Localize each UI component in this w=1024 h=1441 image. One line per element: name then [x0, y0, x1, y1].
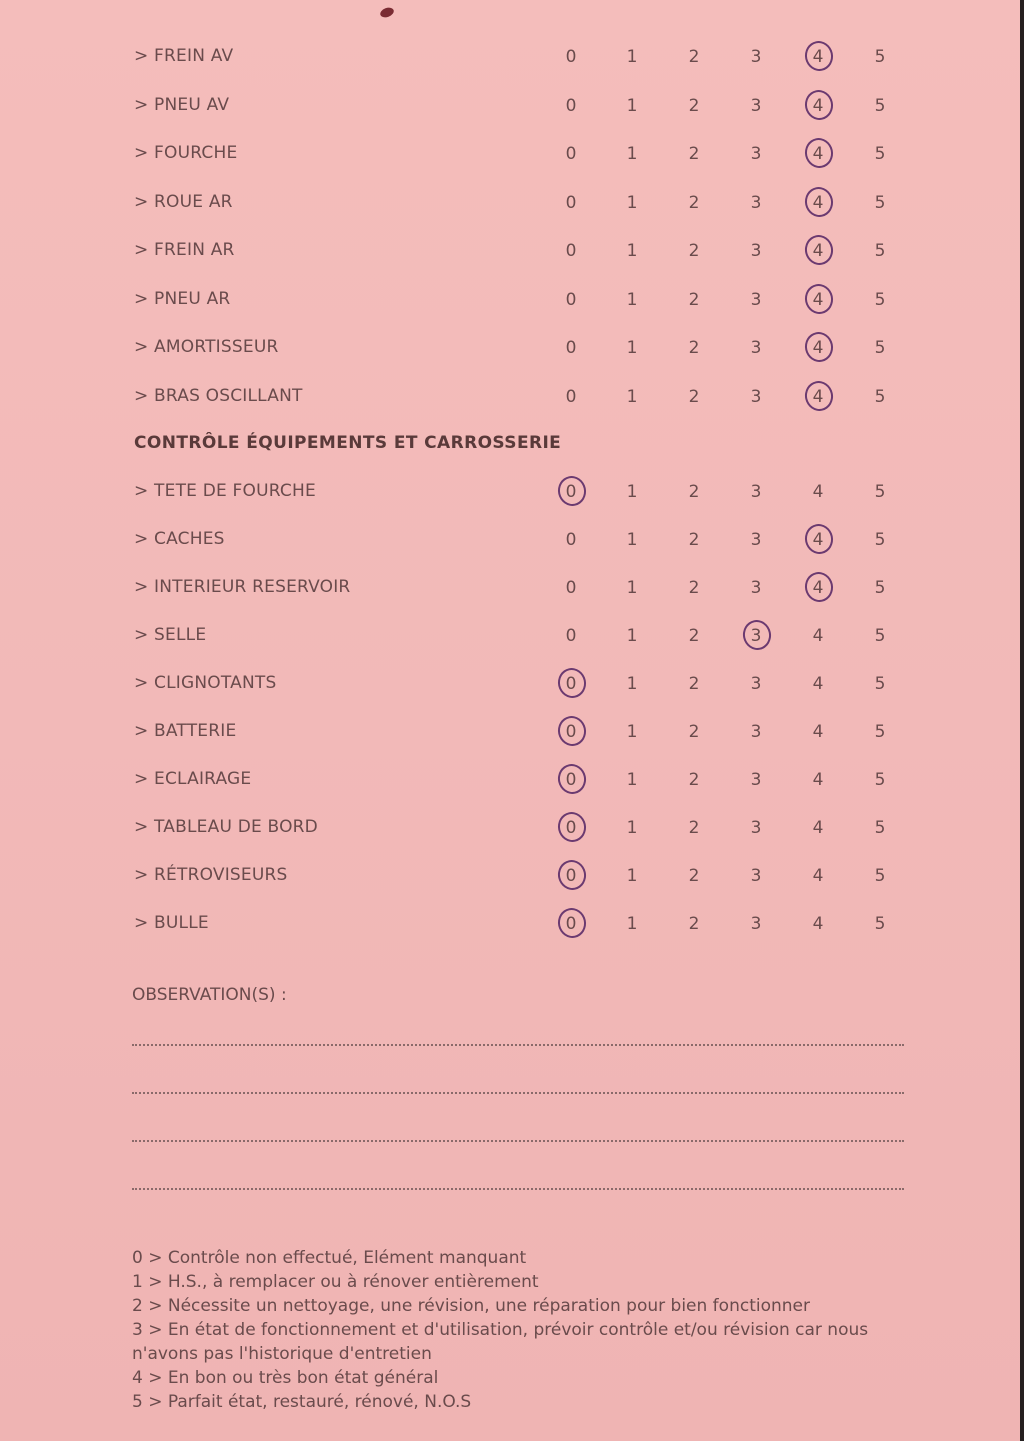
inspection-item-label: > PNEU AV [134, 94, 230, 115]
rating-option-2[interactable]: 2 [688, 722, 700, 742]
rating-option-0[interactable]: 0 [556, 482, 586, 502]
inspection-row [0, 90, 1020, 120]
inspection-item-label: > CACHES [134, 529, 225, 549]
rating-option-3[interactable]: 3 [750, 482, 762, 502]
rating-option-2[interactable]: 2 [688, 626, 700, 646]
rating-option-2[interactable]: 2 [688, 530, 700, 550]
rating-option-2[interactable]: 2 [688, 770, 700, 790]
inspection-row [0, 187, 1020, 217]
inspection-row [0, 332, 1020, 362]
rating-option-3[interactable]: 3 [750, 47, 762, 67]
rating-option-1[interactable]: 1 [626, 866, 638, 886]
rating-option-4[interactable]: 4 [812, 818, 824, 838]
inspection-item-label: > FREIN AV [134, 46, 234, 66]
rating-option-4[interactable]: 4 [812, 674, 824, 694]
rating-option-3[interactable]: 3 [750, 770, 762, 790]
rating-option-1[interactable]: 1 [626, 95, 638, 116]
inspection-row [0, 284, 1020, 314]
rating-option-4[interactable]: 4 [803, 338, 833, 358]
inspection-row [0, 620, 1020, 650]
inspection-item-label: > BULLE [134, 913, 209, 933]
inspection-item-label: > FREIN AR [134, 240, 235, 260]
inspection-row [0, 138, 1020, 168]
inspection-row [0, 381, 1020, 411]
inspection-item-label: > SELLE [134, 625, 207, 645]
rating-option-4[interactable]: 4 [803, 387, 833, 407]
rating-option-3[interactable]: 3 [750, 192, 762, 213]
rating-option-1[interactable]: 1 [626, 144, 638, 164]
inspection-item-label: > RÉTROVISEURS [134, 865, 288, 885]
rating-option-0[interactable]: 0 [565, 386, 577, 407]
rating-option-4[interactable]: 4 [812, 914, 824, 934]
inspection-row [0, 668, 1020, 698]
inspection-item-label: > TETE DE FOURCHE [134, 481, 316, 501]
rating-option-5[interactable]: 5 [874, 866, 886, 886]
rating-option-4[interactable]: 4 [812, 626, 824, 646]
inspection-item-label: > TABLEAU DE BORD [134, 817, 318, 837]
inspection-row [0, 860, 1020, 890]
observations-label: OBSERVATION(S) : [132, 985, 287, 1005]
rating-option-3[interactable]: 3 [741, 626, 771, 646]
rating-option-2[interactable]: 2 [688, 289, 700, 310]
rating-option-3[interactable]: 3 [750, 144, 762, 164]
inspection-row [0, 476, 1020, 506]
rating-option-0[interactable]: 0 [565, 47, 577, 67]
rating-option-1[interactable]: 1 [626, 289, 638, 310]
rating-option-0[interactable]: 0 [565, 578, 577, 598]
rating-option-4[interactable]: 4 [803, 144, 833, 164]
rating-option-1[interactable]: 1 [626, 770, 638, 790]
rating-legend [132, 1246, 902, 1414]
inspection-row [0, 716, 1020, 746]
rating-option-1[interactable]: 1 [626, 386, 638, 407]
rating-option-4[interactable]: 4 [803, 47, 833, 67]
rating-option-5[interactable]: 5 [874, 192, 886, 213]
rating-option-0[interactable]: 0 [556, 866, 586, 886]
rating-option-5[interactable]: 5 [874, 530, 886, 550]
rating-option-3[interactable]: 3 [750, 95, 762, 116]
inspection-item-label: > BATTERIE [134, 721, 237, 741]
punch-hole-mark [379, 6, 395, 19]
rating-option-2[interactable]: 2 [688, 338, 700, 358]
rating-option-0[interactable]: 0 [565, 530, 577, 550]
section-title: CONTRÔLE ÉQUIPEMENTS ET CARROSSERIE [134, 433, 562, 453]
rating-option-5[interactable]: 5 [874, 289, 886, 310]
rating-option-0[interactable]: 0 [556, 674, 586, 694]
rating-option-2[interactable]: 2 [688, 241, 700, 261]
inspection-item-label: > AMORTISSEUR [134, 337, 279, 357]
rating-option-1[interactable]: 1 [626, 530, 638, 550]
rating-option-4[interactable]: 4 [812, 770, 824, 790]
rating-option-1[interactable]: 1 [626, 241, 638, 261]
rating-option-3[interactable]: 3 [750, 578, 762, 598]
rating-option-1[interactable]: 1 [626, 626, 638, 646]
rating-option-1[interactable]: 1 [626, 914, 638, 934]
rating-option-0[interactable]: 0 [565, 289, 577, 310]
rating-option-0[interactable]: 0 [565, 144, 577, 164]
rating-option-0[interactable]: 0 [565, 192, 577, 213]
rating-option-4[interactable]: 4 [803, 530, 833, 550]
inspection-row [0, 812, 1020, 842]
inspection-item-label: > CLIGNOTANTS [134, 673, 277, 693]
rating-option-5[interactable]: 5 [874, 914, 886, 934]
rating-option-0[interactable]: 0 [556, 818, 586, 838]
rating-option-5[interactable]: 5 [874, 338, 886, 358]
rating-option-4[interactable]: 4 [803, 290, 833, 310]
inspection-row [0, 908, 1020, 938]
rating-option-5[interactable]: 5 [874, 482, 886, 502]
rating-option-2[interactable]: 2 [688, 818, 700, 838]
rating-option-0[interactable]: 0 [565, 95, 577, 116]
rating-option-0[interactable]: 0 [556, 914, 586, 934]
rating-option-5[interactable]: 5 [874, 674, 886, 694]
rating-option-2[interactable]: 2 [688, 482, 700, 502]
rating-option-1[interactable]: 1 [626, 192, 638, 213]
rating-option-0[interactable]: 0 [556, 770, 586, 790]
rating-option-4[interactable]: 4 [803, 578, 833, 598]
rating-option-5[interactable]: 5 [874, 578, 886, 598]
legend-item-4: 4 > En bon ou très bon état général [132, 1368, 439, 1388]
inspection-row [0, 235, 1020, 265]
rating-option-2[interactable]: 2 [688, 674, 700, 694]
observation-line-1[interactable] [132, 1044, 904, 1046]
rating-option-5[interactable]: 5 [874, 95, 886, 116]
inspection-item-label: > BRAS OSCILLANT [134, 385, 303, 406]
observation-line-2[interactable] [132, 1092, 904, 1094]
rating-option-5[interactable]: 5 [874, 144, 886, 164]
rating-option-3[interactable]: 3 [750, 818, 762, 838]
rating-option-5[interactable]: 5 [874, 770, 886, 790]
legend-item-2: 2 > Nécessite un nettoyage, une révision, une réparation pour bien fonctionner [132, 1296, 810, 1316]
rating-option-2[interactable]: 2 [688, 47, 700, 67]
rating-option-0[interactable]: 0 [565, 241, 577, 261]
inspection-item-label: > FOURCHE [134, 143, 238, 163]
rating-option-1[interactable]: 1 [626, 722, 638, 742]
rating-option-2[interactable]: 2 [688, 578, 700, 598]
rating-option-4[interactable]: 4 [803, 96, 833, 116]
rating-option-1[interactable]: 1 [626, 338, 638, 358]
rating-option-0[interactable]: 0 [565, 626, 577, 646]
inspection-row [0, 764, 1020, 794]
rating-option-1[interactable]: 1 [626, 482, 638, 502]
inspection-item-label: > INTERIEUR RESERVOIR [134, 577, 351, 597]
rating-option-2[interactable]: 2 [688, 192, 700, 213]
inspection-row [0, 524, 1020, 554]
rating-option-5[interactable]: 5 [874, 722, 886, 742]
rating-option-1[interactable]: 1 [626, 674, 638, 694]
legend-item-0: 0 > Contrôle non effectué, Elément manquant [132, 1248, 527, 1268]
rating-option-4[interactable]: 4 [803, 193, 833, 213]
rating-option-0[interactable]: 0 [556, 722, 586, 742]
rating-option-1[interactable]: 1 [626, 818, 638, 838]
rating-option-4[interactable]: 4 [812, 866, 824, 886]
rating-option-1[interactable]: 1 [626, 47, 638, 67]
rating-option-1[interactable]: 1 [626, 578, 638, 598]
rating-option-2[interactable]: 2 [688, 95, 700, 116]
rating-option-5[interactable]: 5 [874, 386, 886, 407]
rating-option-2[interactable]: 2 [688, 866, 700, 886]
rating-option-3[interactable]: 3 [750, 338, 762, 358]
rating-option-3[interactable]: 3 [750, 289, 762, 310]
rating-option-3[interactable]: 3 [750, 674, 762, 694]
inspection-row [0, 572, 1020, 602]
rating-option-5[interactable]: 5 [874, 241, 886, 261]
inspection-row [0, 41, 1020, 71]
rating-option-5[interactable]: 5 [874, 47, 886, 67]
rating-option-3[interactable]: 3 [750, 914, 762, 934]
observation-line-3[interactable] [132, 1140, 904, 1142]
rating-option-2[interactable]: 2 [688, 144, 700, 164]
rating-option-3[interactable]: 3 [750, 386, 762, 407]
rating-option-4[interactable]: 4 [812, 722, 824, 742]
inspection-item-label: > ROUE AR [134, 191, 233, 212]
rating-option-5[interactable]: 5 [874, 818, 886, 838]
rating-option-2[interactable]: 2 [688, 386, 700, 407]
rating-option-3[interactable]: 3 [750, 241, 762, 261]
legend-item-5: 5 > Parfait état, restauré, rénové, N.O.S [132, 1392, 472, 1412]
inspection-item-label: > ECLAIRAGE [134, 769, 252, 789]
inspection-item-label: > PNEU AR [134, 288, 231, 309]
rating-option-2[interactable]: 2 [688, 914, 700, 934]
rating-option-4[interactable]: 4 [803, 241, 833, 261]
rating-option-3[interactable]: 3 [750, 530, 762, 550]
rating-option-0[interactable]: 0 [565, 338, 577, 358]
rating-option-4[interactable]: 4 [812, 482, 824, 502]
legend-item-3: 3 > En état de fonctionnement et d'utilisation, prévoir contrôle et/ou révision car nous n'avons pas l'historique d'entretien [132, 1320, 869, 1364]
legend-item-1: 1 > H.S., à remplacer ou à rénover entièrement [132, 1272, 539, 1292]
rating-option-3[interactable]: 3 [750, 866, 762, 886]
observation-line-4[interactable] [132, 1188, 904, 1190]
rating-option-3[interactable]: 3 [750, 722, 762, 742]
rating-option-5[interactable]: 5 [874, 626, 886, 646]
